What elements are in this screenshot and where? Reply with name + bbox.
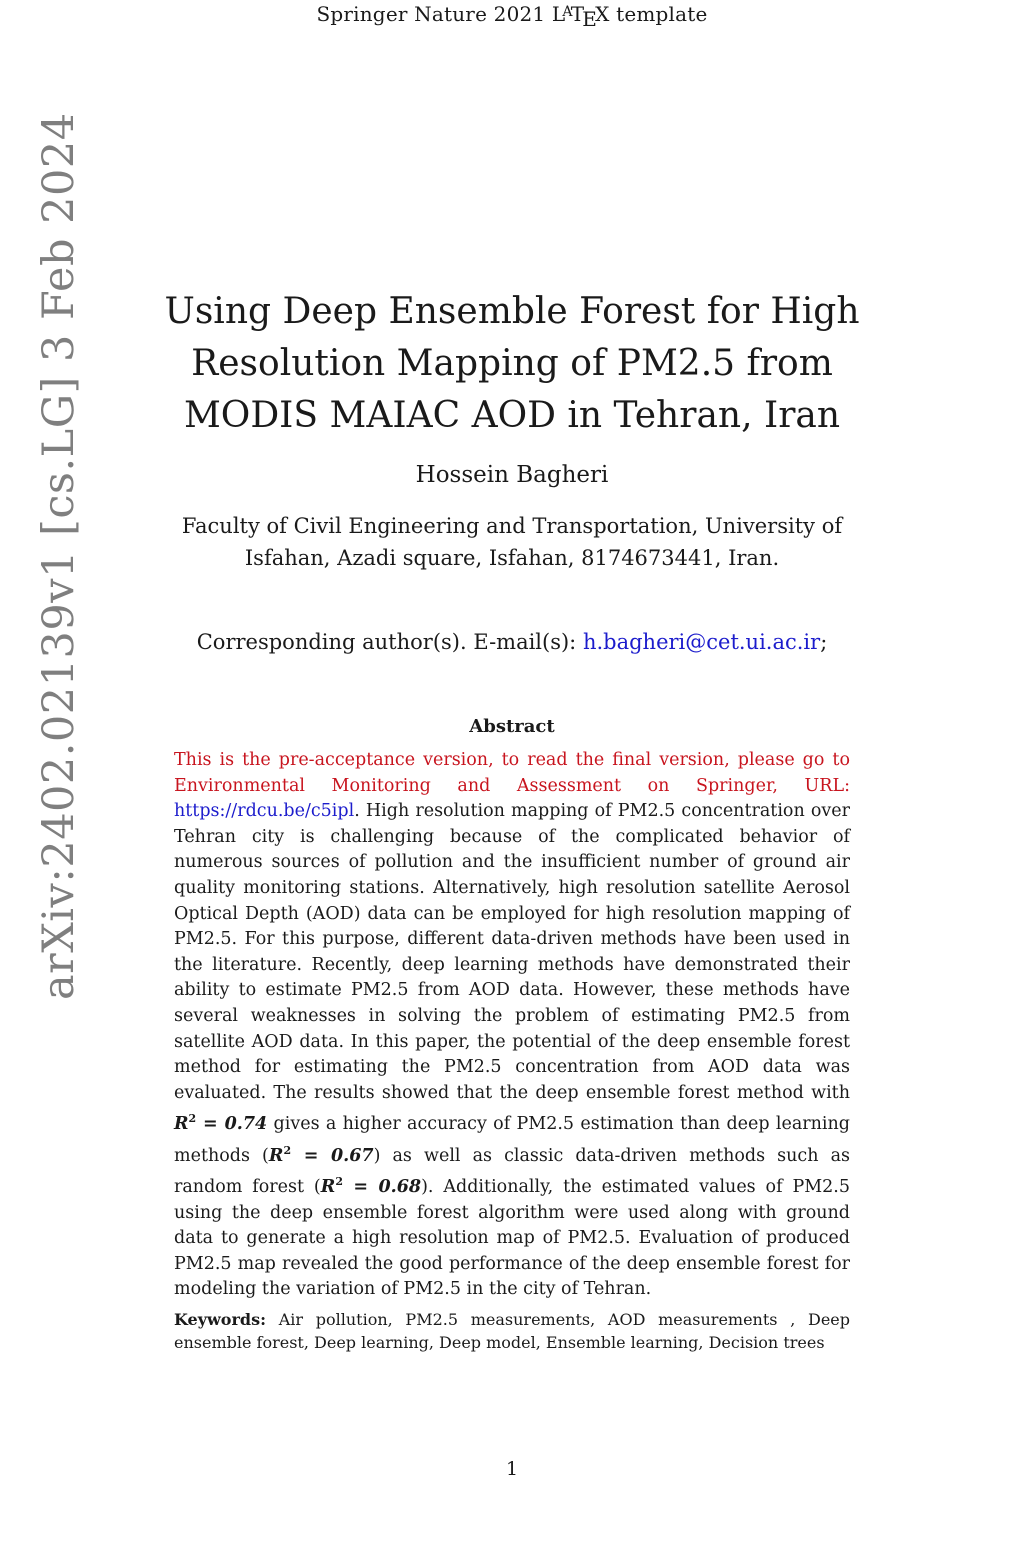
r2-symbol: R xyxy=(174,1114,189,1135)
r2-value-deep-learning: = 0.67 xyxy=(291,1145,374,1166)
author-affiliation: Faculty of Civil Engineering and Transportation, University of Isfahan, Azadi square, Isfahan, 8174673441, Iran. xyxy=(181,514,843,570)
corresponding-label: Corresponding author(s). E-mail(s): xyxy=(196,630,583,654)
author-name: Hossein Bagheri xyxy=(415,462,609,488)
abstract-text xyxy=(174,748,850,1303)
keywords-label: Keywords: xyxy=(174,1310,267,1329)
header-template-prefix: Springer Nature 2021 xyxy=(316,2,552,26)
r2-value-random-forest: = 0.68 xyxy=(342,1176,422,1197)
latex-logo xyxy=(551,2,610,31)
r2-exponent: 2 xyxy=(335,1175,343,1189)
keywords-list: Air pollution, PM2.5 measurements, AOD measurements , Deep ensemble forest, Deep learning, Deep model, Ensemble learning, Decision trees xyxy=(174,1310,850,1352)
corresponding-suffix: ; xyxy=(820,630,828,654)
abstract-part-4: ). Additionally, the estimated values of PM2.5 using the deep ensemble forest algorithm were used along with ground data to generate a high resolution map of PM2.5. Evaluation of produced PM2.5 map revealed the good performance of the deep ensemble forest for modeling the variation of PM2.5 in the city of Tehran. xyxy=(174,1176,850,1300)
keywords xyxy=(174,1308,850,1354)
arxiv-identifier-stamp: arXiv:2402.02139v1 [cs.LG] 3 Feb 2024 xyxy=(34,112,84,1000)
r-squared-deep-ensemble xyxy=(174,1114,267,1134)
abstract-part-3: ) as well as classic data-driven methods such as random forest ( xyxy=(174,1145,850,1197)
r2-exponent: 2 xyxy=(283,1143,292,1157)
r-squared-random-forest xyxy=(321,1177,421,1197)
abstract-heading: Abstract xyxy=(469,716,555,737)
running-header xyxy=(0,2,1024,31)
author-email-link[interactable]: h.bagheri@cet.ui.ac.ir xyxy=(582,630,821,654)
latex-logo-e: E xyxy=(582,7,598,31)
r2-symbol: R xyxy=(268,1145,284,1166)
r2-value-deep-ensemble: = 0.74 xyxy=(196,1114,268,1135)
abstract-part-2: gives a higher accuracy of PM2.5 estimation than deep learning methods ( xyxy=(174,1114,850,1166)
r2-symbol: R xyxy=(320,1176,336,1197)
header-template-suffix: template xyxy=(609,2,708,26)
latex-logo-x: X xyxy=(595,2,610,26)
preacceptance-notice: This is the pre-acceptance version, to read the final version, please go to Environmental Monitoring and Assessment on Springer, URL: xyxy=(174,750,850,796)
latex-logo-a: A xyxy=(562,4,573,20)
abstract-part-1: . High resolution mapping of PM2.5 concentration over Tehran city is challenging because of the complicated behavior of numerous sources of pollution and the insufficient number of ground air quality monitoring stations. Alternatively, high resolution satellite Aerosol Optical Depth (AOD) data can be employed for high resolution mapping of PM2.5. For this purpose, different data-driven methods have been used in the literature. Recently, deep learning methods have demonstrated their ability to estimate PM2.5 from AOD data. However, these methods have several weaknesses in solving the problem of estimating PM2.5 from satellite AOD data. In this paper, the potential of the deep ensemble forest method for estimating the PM2.5 concentration from AOD data was evaluated. The results showed that the deep ensemble forest method with xyxy=(174,801,850,1103)
latex-logo-t: T xyxy=(570,2,585,26)
corresponding-author xyxy=(0,630,1024,654)
paper-title: Using Deep Ensemble Forest for High Resolution Mapping of PM2.5 from MODIS MAIAC AOD in Tehran, Iran xyxy=(164,291,860,437)
page-number: 1 xyxy=(505,1458,519,1480)
r-squared-deep-learning xyxy=(268,1143,374,1166)
final-version-url-link[interactable]: https://rdcu.be/c5ipl xyxy=(174,801,355,822)
latex-logo-l: L xyxy=(551,2,566,26)
r2-exponent: 2 xyxy=(188,1112,197,1126)
